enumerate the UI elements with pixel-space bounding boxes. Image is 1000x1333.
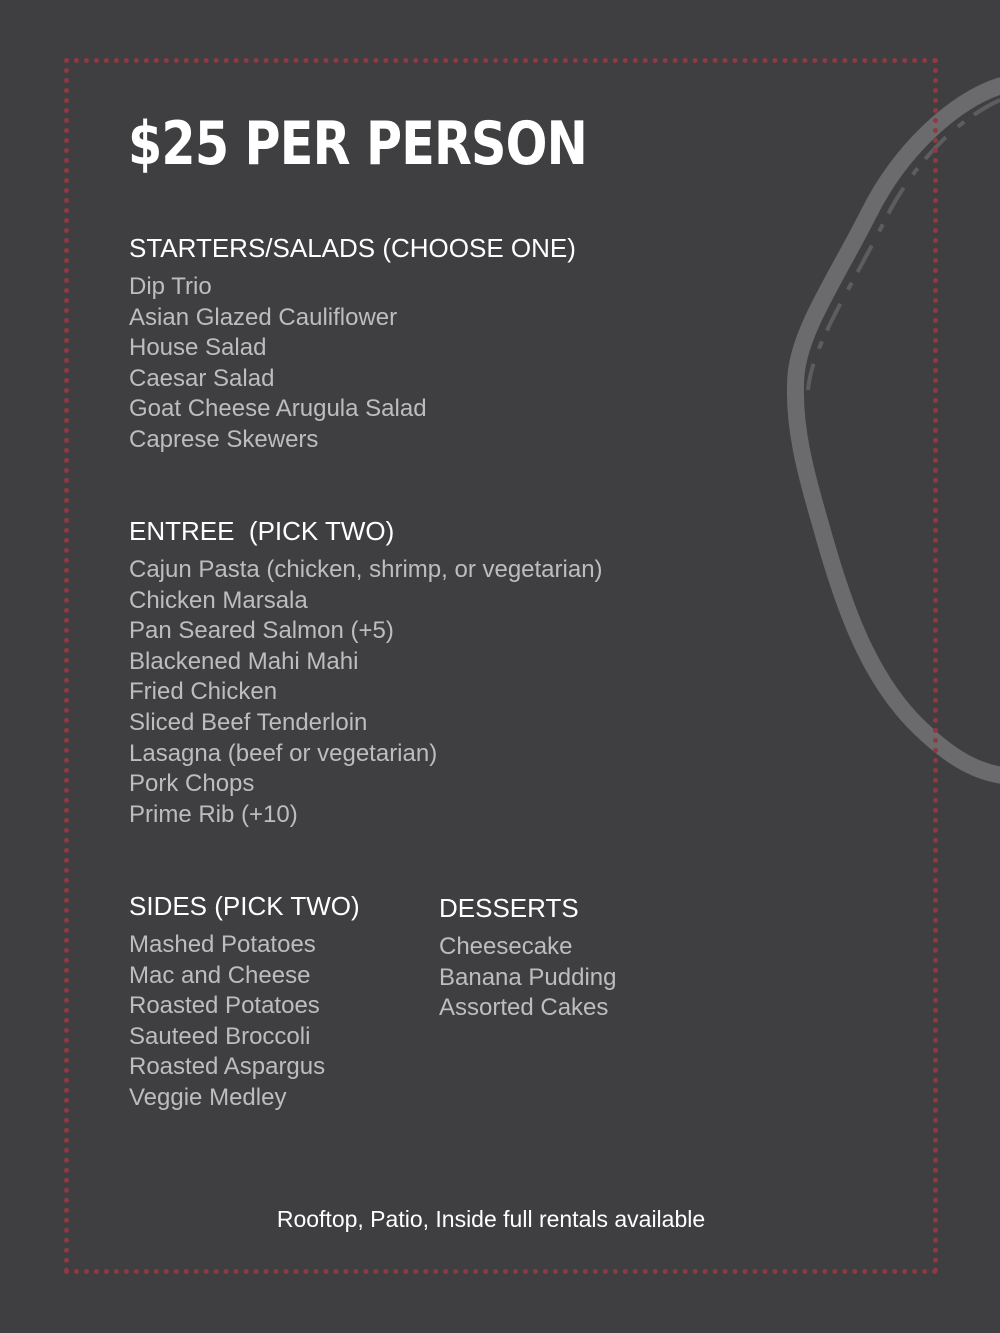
menu-item: Banana Pudding <box>439 963 617 991</box>
desserts-section <box>439 892 617 1024</box>
menu-item: Veggie Medley <box>129 1083 287 1111</box>
menu-item: Caprese Skewers <box>129 425 319 453</box>
menu-item: Dip Trio <box>129 273 212 300</box>
menu-item: Lasagna (beef or vegetarian) <box>129 739 438 767</box>
entree-section <box>129 515 603 830</box>
menu-item: House Salad <box>129 334 267 362</box>
entree-list <box>129 555 603 830</box>
page-title: $25 PER PERSON <box>128 109 588 179</box>
sides-heading: SIDES (PICK TWO) <box>129 891 360 921</box>
menu-item: Asian Glazed Cauliflower <box>129 303 398 331</box>
desserts-heading: DESSERTS <box>439 893 579 923</box>
desserts-list <box>439 932 617 1024</box>
menu-item: Roasted Aspargus <box>129 1053 326 1081</box>
menu-item: Mashed Potatoes <box>129 931 316 958</box>
menu-item: Chicken Marsala <box>129 586 308 614</box>
starters-section <box>129 232 576 456</box>
menu-item: Sauteed Broccoli <box>129 1022 311 1050</box>
starters-list <box>129 272 576 456</box>
menu-item: Cheesecake <box>439 933 573 960</box>
sides-section <box>129 890 360 1114</box>
menu-item: Cajun Pasta (chicken, shrimp, or vegetarian) <box>129 556 603 583</box>
menu-item: Prime Rib (+10) <box>129 800 298 828</box>
menu-item: Goat Cheese Arugula Salad <box>129 395 427 423</box>
menu-item: Pan Seared Salmon (+5) <box>129 617 394 645</box>
menu-item: Blackened Mahi Mahi <box>129 647 359 675</box>
rentals-note: Rooftop, Patio, Inside full rentals available <box>276 1206 706 1232</box>
sides-list <box>129 930 360 1114</box>
menu-item: Sliced Beef Tenderloin <box>129 708 368 736</box>
entree-heading: ENTREE (PICK TWO) <box>129 516 395 546</box>
menu-item: Assorted Cakes <box>439 994 609 1022</box>
menu-item: Pork Chops <box>129 770 255 798</box>
menu-item: Caesar Salad <box>129 364 275 392</box>
menu-item: Mac and Cheese <box>129 961 311 989</box>
menu-item: Fried Chicken <box>129 678 278 706</box>
menu-item: Roasted Potatoes <box>129 992 320 1020</box>
starters-heading: STARTERS/SALADS (CHOOSE ONE) <box>129 233 576 263</box>
